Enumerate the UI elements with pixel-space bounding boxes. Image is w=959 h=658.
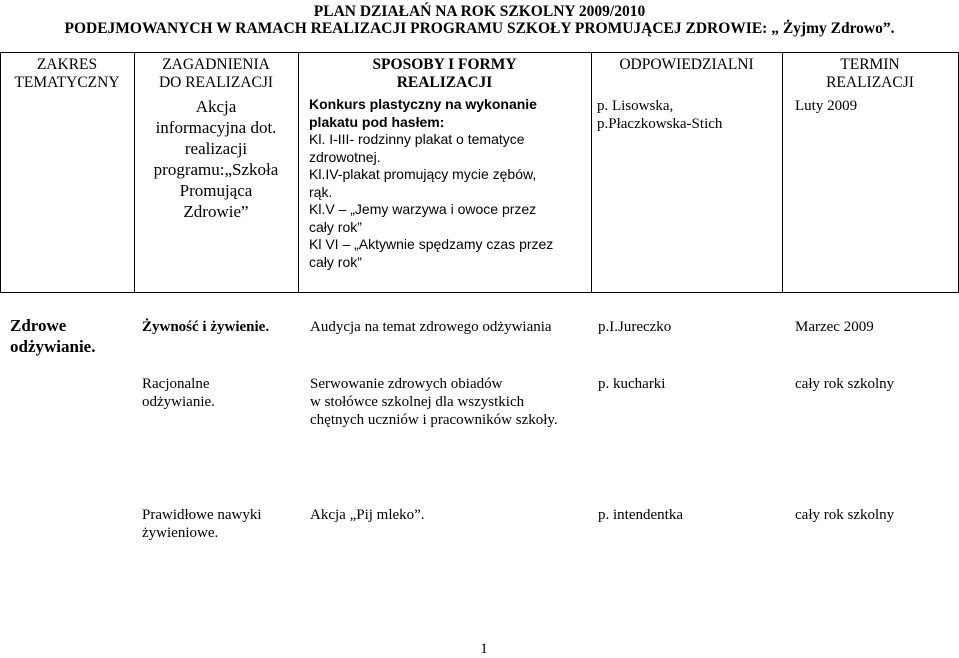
row3-zagadnienie: Racjonalne odżywianie. (142, 376, 215, 410)
header-sposoby-i-formy: SPOSOBY I FORMY REALIZACJI (372, 56, 517, 91)
document-title-line2: PODEJMOWANYCH W RAMACH REALIZACJI PROGRAMU SZKOŁY PROMUJĄCEJ ZDROWIE: „ Żyjmy Zdrowo”. (64, 20, 895, 37)
row4-odpowiedzialni: p. intendentka (598, 507, 683, 523)
row1-zagadnienie: Akcja informacyjna dot. realizacji programu:„Szkoła Promująca Zdrowie” (153, 97, 279, 221)
page-number: 1 (480, 641, 488, 657)
row1-termin: Luty 2009 (795, 98, 858, 114)
row3-odpowiedzialni: p. kucharki (598, 376, 666, 392)
row4-sposob: Akcja „Pij mleko”. (310, 507, 425, 523)
header-zagadnienia: ZAGADNIENIA DO REALIZACJI (158, 56, 274, 91)
row2-sposob: Audycja na temat zdrowego odżywiania (310, 319, 552, 335)
row2-odpowiedzialni: p.I.Jureczko (598, 319, 672, 335)
row4-zagadnienie: Prawidłowe nawyki żywieniowe. (142, 507, 262, 541)
row2-zagadnienie: Żywność i żywienie. (142, 319, 270, 335)
row1-sposob: Konkurs plastyczny na wykonanie plakatu pod hasłem: Kl. I-III- rodzinny plakat o tematyce zdrowotnej. Kl.IV-plakat promujący mycie zębów, rąk. Kl.V – „Jemy warzywa i owoce przez cały rok” Kl VI – „Aktywnie spędzamy czas przez cały rok” (309, 96, 554, 270)
document-title-line1: PLAN DZIAŁAŃ NA ROK SZKOLNY 2009/2010 (313, 3, 646, 20)
header-odpowiedzialni: ODPOWIEDZIALNI (619, 56, 754, 73)
table-top-border (0, 52, 959, 53)
row1-odpowiedzialni: p. Lisowska, p.Płaczkowska-Stich (597, 98, 723, 132)
row4-termin: cały rok szkolny (795, 507, 895, 523)
row2-termin: Marzec 2009 (795, 319, 874, 335)
header-termin: TERMIN REALIZACJI (826, 56, 914, 91)
column-divider-3 (591, 53, 592, 293)
row2-zakres: Zdrowe odżywianie. (10, 316, 96, 356)
row3-sposob: Serwowanie zdrowych obiadów w stołówce szkolnej dla wszystkich chętnych uczniów i pracowników szkoły. (310, 376, 558, 428)
row3-termin: cały rok szkolny (795, 376, 895, 392)
header-zakres-tematyczny: ZAKRES TEMATYCZNY (14, 56, 120, 91)
table-bottom-border (0, 292, 959, 293)
